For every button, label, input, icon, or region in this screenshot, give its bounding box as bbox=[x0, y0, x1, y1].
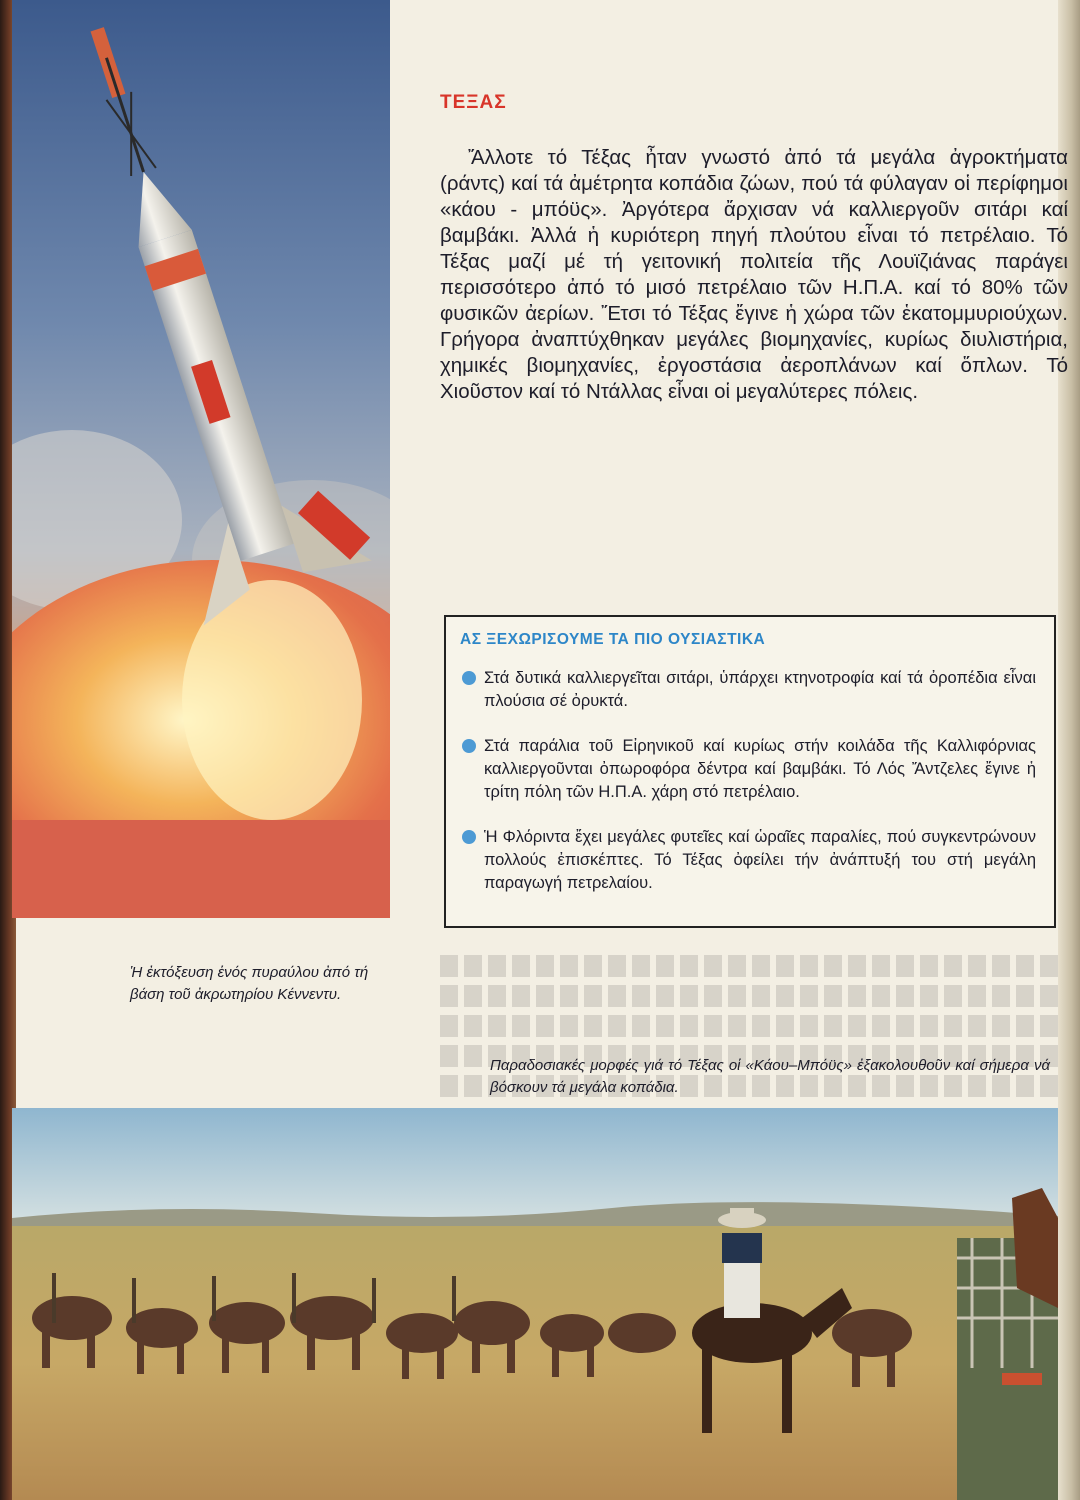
body-paragraph: Ἄλλοτε τό Τέξας ἦταν γνωστό ἀπό τά μεγάλα ἀγροκτήματα (ράντς) καί τά ἀμέτρητα κοπάδια ζώων, πού τά φύλαγαν οἱ περίφημοι «κάου - μπόϋς». Ἀργότερα ἄρχισαν νά καλλιεργοῦν σιτάρι καί βαμβάκι. Ἀλλά ἡ κυριότερη πηγή πλούτου εἶναι τό πετρέλαιο. Τό Τέξας μαζί μέ τή γειτονική πολιτεία τῆς Λουϊζιάνας παράγει περισσότερο ἀπό τό μισό πετρέλαιο τῶν Η.Π.Α. καί τό 80% τῶν φυσικῶν ἀερίων. Ἔτσι τό Τέξας ἔγινε ἡ χώρα τῶν ἑκατομμυριούχων. Γρήγορα ἀναπτύχθηκαν μεγάλες βιομηχανίες, κυρίως διυλιστήρια, χημικές βιομηχανίες, ἐργοστάσια ἀεροπλάνων καί ὅπλων. Τό Χιοῦστον καί τό Ντάλλας εἶναι οἱ μεγαλύτερες πόλεις. bbox=[440, 146, 1068, 403]
cowboys-herding-photo bbox=[12, 1108, 1058, 1500]
summary-item bbox=[460, 826, 1036, 895]
summary-title: ΑΣ ΞΕΧΩΡΙΣΟΥΜΕ ΤΑ ΠΙΟ ΟΥΣΙΑΣΤΙΚΑ bbox=[460, 631, 766, 648]
cowboys-caption: Παραδοσιακές μορφές γιά τό Τέξας οἱ «Κάου–Μπόϋς» ἐξακολουθοῦν καί σήμερα νά βόσκουν τά μεγάλα κοπάδια. bbox=[490, 1057, 1050, 1096]
summary-box bbox=[444, 615, 1056, 928]
bullet-icon bbox=[462, 830, 476, 844]
rocket-launch-photo bbox=[12, 0, 390, 918]
bullet-icon bbox=[462, 739, 476, 753]
summary-item-text: Ἡ Φλόριντα ἔχει μεγάλες φυτεῖες καί ὡραῖες παραλίες, πού συγκεντρώνουν πολλούς ἐπισκέπτες. Τό Τέξας ὀφείλει τήν ἀνάπτυξή του στή μεγάλη παραγωγή πετρελαίου. bbox=[484, 828, 1036, 892]
summary-item bbox=[460, 735, 1036, 804]
summary-item bbox=[460, 667, 1036, 713]
summary-item-text: Στά δυτικά καλλιεργεῖται σιτάρι, ὑπάρχει κτηνοτροφία καί τά ὀροπέδια εἶναι πλούσια σέ ὀρυκτά. bbox=[484, 669, 1036, 710]
summary-item-text: Στά παράλια τοῦ Εἰρηνικοῦ καί κυρίως στήν κοιλάδα τῆς Καλλιφόρνιας καλλιεργοῦνται ὀπωροφόρα δέντρα καί βαμβάκι. Τό Λός Ἄντζελες ἔγινε ἡ τρίτη πόλη τῶν Η.Π.Α. χάρη στό πετρέλαιο. bbox=[484, 737, 1036, 801]
rocket-caption: Ἡ ἐκτόξευση ἑνός πυραύλου ἀπό τή βάση τοῦ ἀκρωτηρίου Κέννεντυ. bbox=[130, 964, 369, 1003]
section-heading: ΤΕΞΑΣ bbox=[440, 92, 507, 113]
body-text bbox=[440, 145, 1068, 405]
bullet-icon bbox=[462, 671, 476, 685]
